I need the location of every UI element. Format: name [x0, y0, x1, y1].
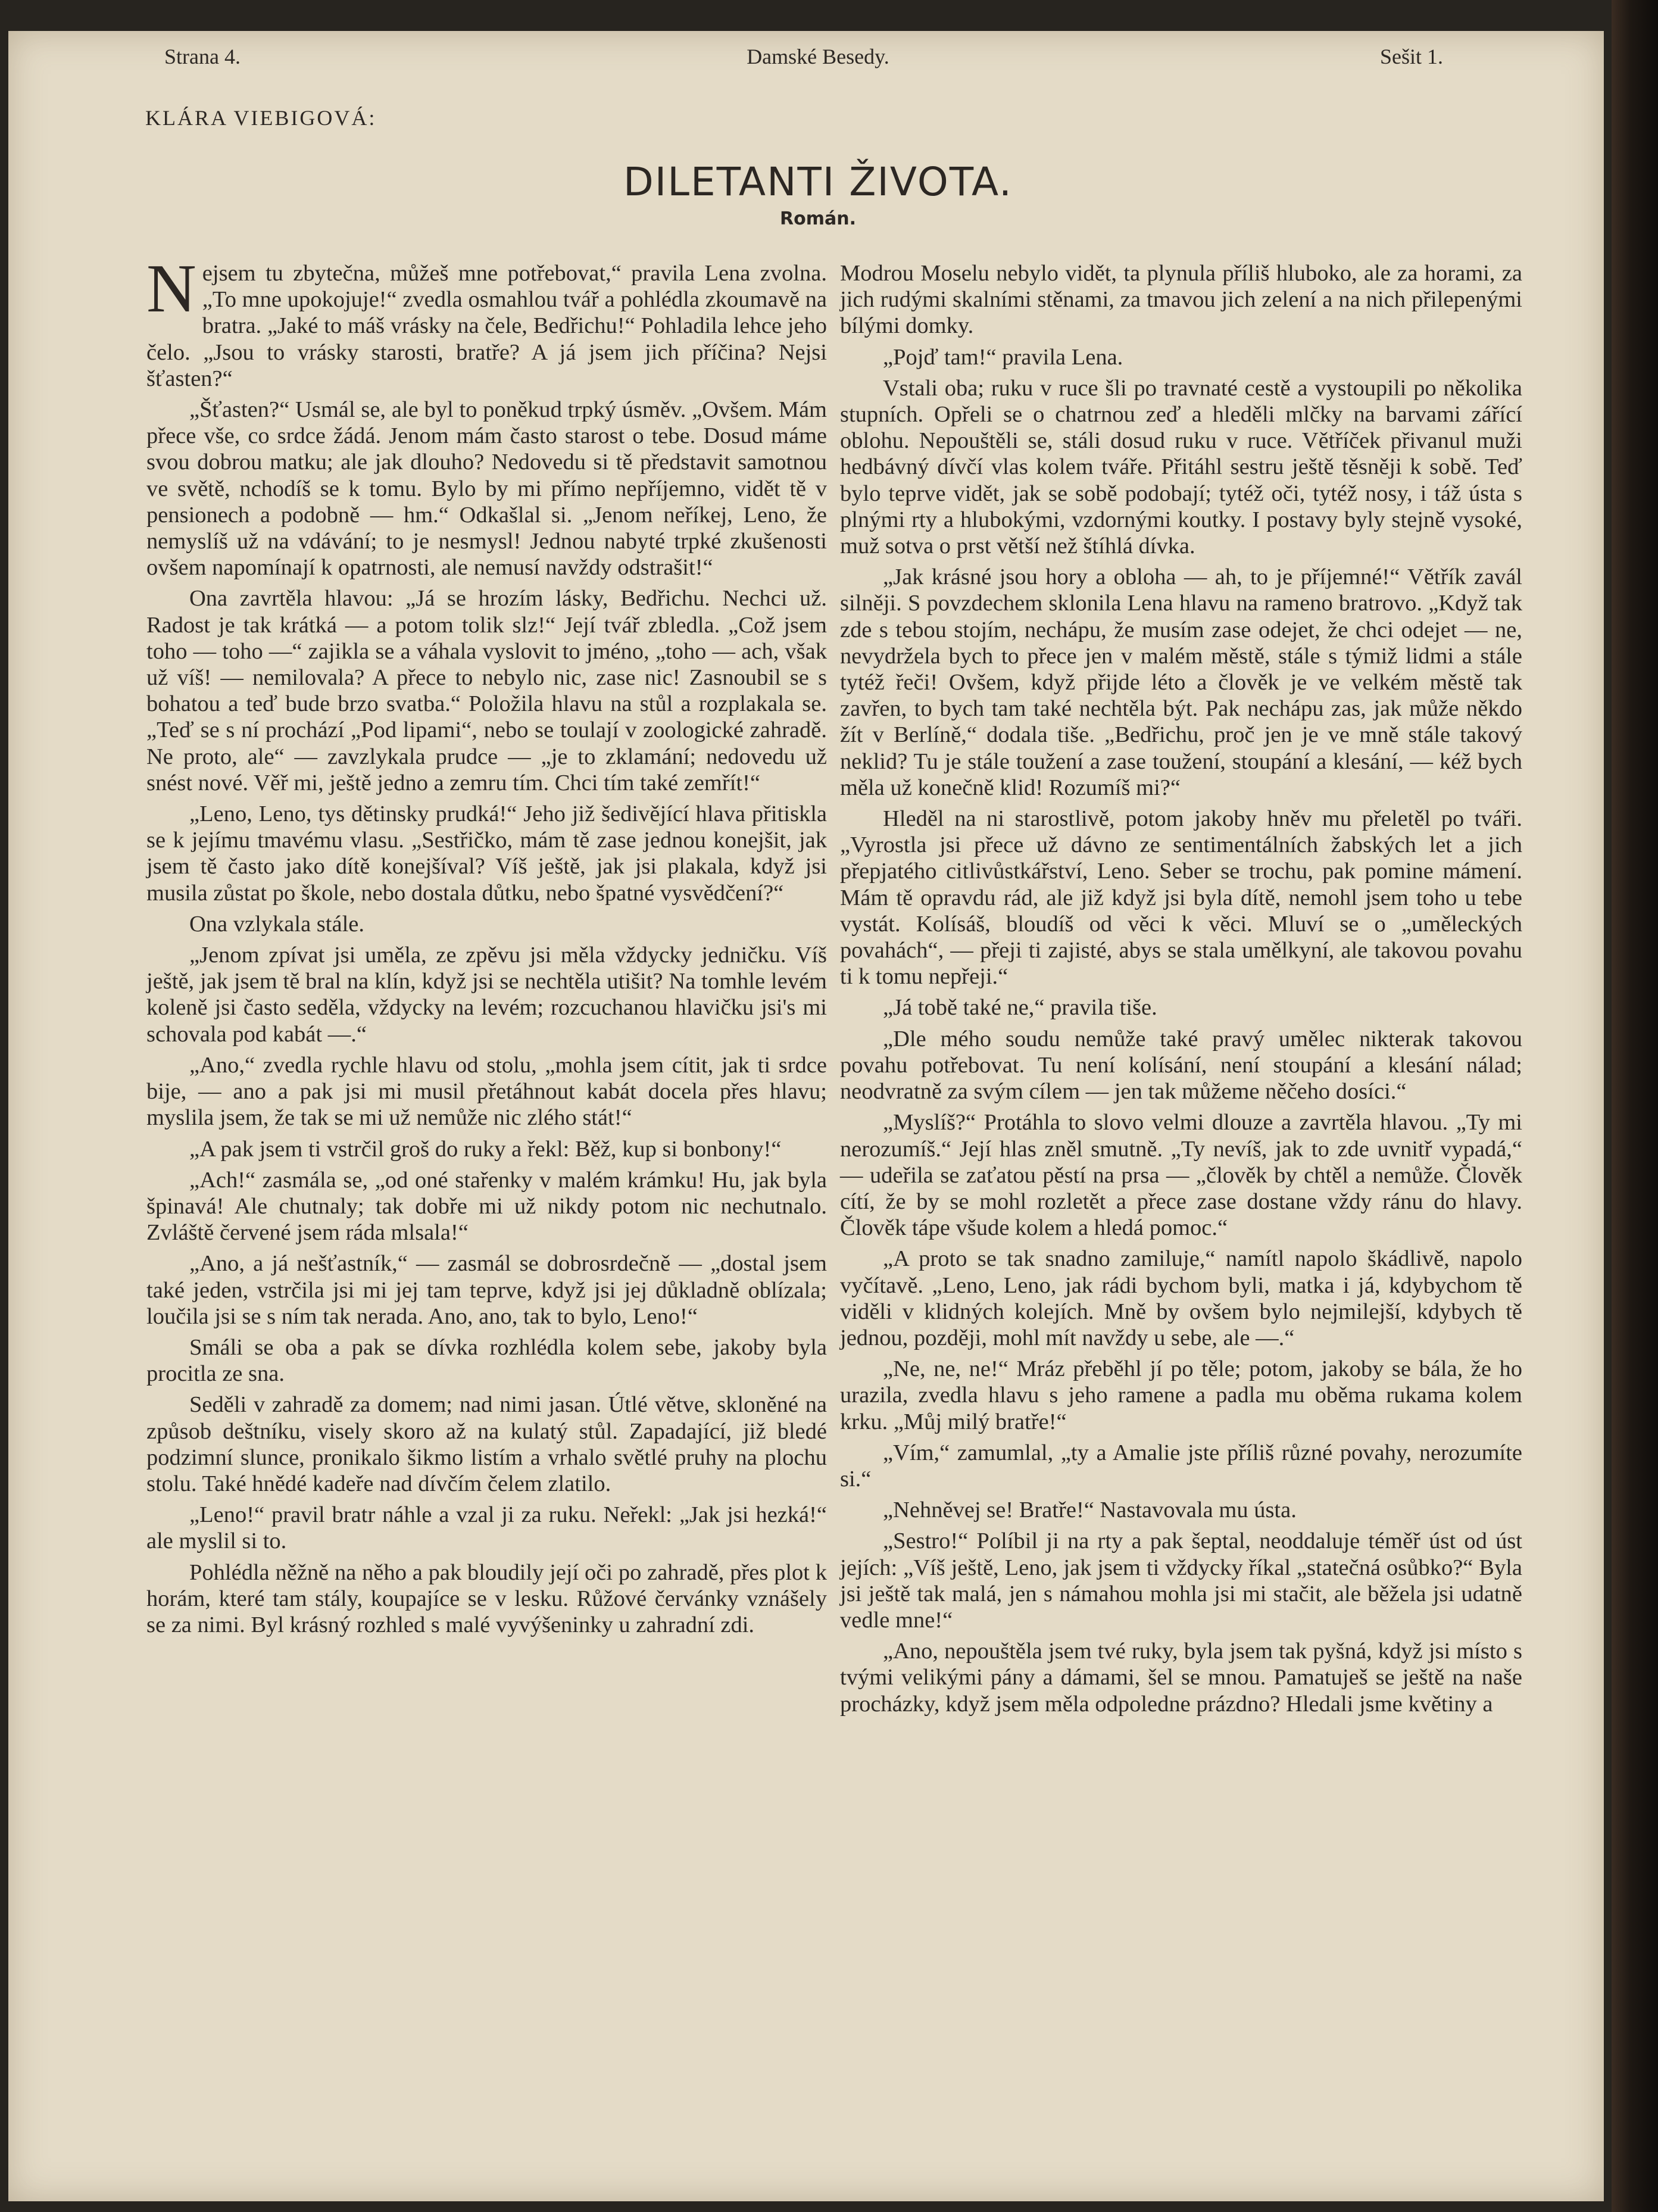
paragraph	[146, 251, 827, 392]
book-binding-edge	[1612, 0, 1658, 2212]
paragraph: Modrou Moselu nebylo vidět, ta plynula příliš hluboko, ale za horami, za jich rudými skalními stěnami, za tmavou jich zelení a na nich přilepenými bílými domky.	[840, 261, 1522, 339]
paragraph: Pohlédla něžně na něho a pak bloudily její oči po zahradě, přes plot k horám, které tam stály, koupajíce se v lesku. Růžové červánky vznášely se za nimi. Byl krásný rozhled s malé vyvýšeninky u zahradní zdi.	[146, 1559, 827, 1637]
paragraph: „Leno, Leno, tys dětinsky prudká!“ Jeho již šedivějící hlava přitiskla se k jejímu tmavému vlasu. „Sestřičko, mám tě zase jednou konejšit, jak jsem tě často jako dítě konejšíval? Víš ještě, jak jsi plakala, když jsi musila zůstat po škole, nebo dostala důtku, nebo špatné vysvědčení?“	[146, 801, 827, 906]
article-title: DILETANTI ŽIVOTA.	[623, 159, 1013, 205]
drop-cap: N	[146, 251, 196, 327]
running-header	[8, 44, 1604, 80]
paragraph: „A proto se tak snadno zamiluje,“ namítl napolo škádlivě, napolo vyčítavě. „Leno, Leno, jak rádi bychom byli, matka i já, kdybychom tě viděli v klidných kolejích. Mně by ovšem bylo nejmilejší, kdybych tě jednou, později, mohl mít navždy u sebe, ale —.“	[840, 1246, 1522, 1350]
paragraph: „Ach!“ zasmála se, „od oné stařenky v malém krámku! Hu, jak byla špinavá! Ale chutnaly; tak dobře mi už nikdy potom nic nechutnalo. Zvláště červené jsem ráda mlsala!“	[146, 1167, 827, 1246]
paragraph: „Já tobě také ne,“ pravila tiše.	[883, 995, 1157, 1021]
paragraph: „Myslíš?“ Protáhla to slovo velmi dlouze a zavrtěla hlavou. „Ty mi nerozumíš.“ Její hlas zněl smutně. „Ty nevíš, jak to zde uvnitř vypadá,“ — udeřila se zaťatou pěstí na prsa — „člověk by chtěl a nemůže. Člověk cítí, že by se mohl rozletět a přece zase dostane vždy ránu do hlavy. Člověk tápe všude kolem a hledá pomoc.“	[840, 1110, 1522, 1241]
paragraph: „Sestro!“ Políbil ji na rty a pak šeptal, neoddaluje téměř úst od úst jejích: „Víš ještě, Leno, jak jsem ti vždycky říkal „statečná osůbko?“ Byla jsi ještě tak malá, jen s námahou mohla jsi mi stačit, ale běžela jsi udatně vedle mne!“	[840, 1528, 1522, 1633]
paragraph: Smáli se oba a pak se dívka rozhlédla kolem sebe, jakoby byla procitla ze sna.	[146, 1334, 827, 1387]
paragraph: „Dle mého soudu nemůže také pravý umělec nikterak takovou povahu potřebovat. Tu není kolísání, není stoupání a klesání nálad; neodvratně za svým cílem — jen tak můžeme něčeho dosíci.“	[840, 1026, 1522, 1105]
text-column-right	[840, 260, 1522, 1722]
paragraph: „Nehněvej se! Bratře!“ Nastavovala mu ústa.	[883, 1497, 1297, 1523]
paragraph: Seděli v zahradě za domem; nad nimi jasan. Útlé větve, skloněné na způsob deštníku, visely skoro až na kulatý stůl. Zapadající, již bledé podzimní slunce, pronikalo šikmo listím a vrhalo světlé pruhy na plochu stolu. Také hnědé kadeře nad dívčím čelem zlatilo.	[146, 1392, 827, 1496]
paragraph: „Ne, ne, ne!“ Mráz přeběhl jí po těle; potom, jakoby se bála, že ho urazila, zvedla hlavu s jeho ramene a padla mu oběma rukama kolem krku. „Můj milý bratře!“	[840, 1356, 1522, 1434]
paragraph: Ona zavrtěla hlavou: „Já se hrozím lásky, Bedřichu. Nechci už. Radost je tak krátká — a potom tolik slz!“ Její tvář zbledla. „Což jsem toho — toho —“ zajikla se a váhala vyslovit to jméno, „toho — ach, však už víš! — nemilovala? A přece to nebylo nic, zase nic! Zasnoubil se s bohatou a teď bude brzo svatba.“ Položila hlavu na stůl a rozplakala se. „Teď se s ní prochází „Pod lipami“, nebo se toulají v zoologické zahradě. Ne proto, ale“ — zavzlykala prudce — „je to zklamání; nedovedu už snést nové. Věř mi, ještě jedno a zemru tím. Chci tím také zemřít!“	[146, 586, 827, 795]
paragraph: „Ano, nepouštěla jsem tvé ruky, byla jsem tak pyšná, když jsi místo s tvými velikými pány a dámami, šel se mnou. Pamatuješ se ještě na naše procházky, když jsem měla odpoledne prázdno? Hledali jsme květiny a	[840, 1639, 1522, 1717]
text-column-left	[146, 251, 827, 1643]
paragraph: Ona vzlykala stále.	[189, 911, 364, 937]
magazine-page	[8, 31, 1604, 2201]
paragraph: „Ano,“ zvedla rychle hlavu od stolu, „mohla jsem cítit, jak ti srdce bije, — ano a pak jsi mi musil přetáhnout kabát docela přes hlavu; myslila jsem, že tak se mi už nemůže nic zlého stát!“	[146, 1052, 827, 1131]
paragraph-text: ejsem tu zbytečna, můžeš mne potřebovat,“ pravila Lena zvolna. „To mne upokojuje!“ zvedla osmahlou tvář a pohlédla zkoumavě na bratra. „Jaké to máš vrásky na čele, Bedřichu!“ Pohladila lehce jeho čelo. „Jsou to vrásky starosti, bratře? A já jsem jich příčina? Nejsi šťasten?“	[146, 261, 827, 391]
paragraph: „Leno!“ pravil bratr náhle a vzal ji za ruku. Neřekl: „Jak jsi hezká!“ ale myslil si to.	[146, 1502, 827, 1554]
paragraph: „Jenom zpívat jsi uměla, ze zpěvu jsi měla vždycky jedničku. Víš ještě, jak jsem tě bral na klín, když jsi se nechtěla utišit? Na tomhle levém koleně jsi často seděla, vždycky na levém; rozcuchanou hlavičku jsi's mi schovala pod kabát —.“	[146, 943, 827, 1047]
article-subtitle: Román.	[780, 208, 856, 229]
page-number: Strana 4.	[164, 45, 241, 68]
paragraph: „Ano, a já nešťastník,“ — zasmál se dobrosrdečně — „dostal jsem také jeden, vstrčila jsi mi jej tam teprve, když jsi jej důkladně oblízala; loučila jsi se s ním tak nerada. Ano, ano, tak to bylo, Leno!“	[146, 1251, 827, 1329]
paragraph: Hleděl na ni starostlivě, potom jakoby hněv mu přeletěl po tváři. „Vyrostla jsi přece už dávno ze sentimentálních žabských let a jich přepjatého citlivůstkářství, Leno. Seber se trochu, pak pomine mámení. Mám tě opravdu rád, ale již když jsi byla dítě, nemohl jsem toho u tebe vystát. Kolísáš, bloudíš od věci k věci. Mluví se o „uměleckých povahách“, — přeji ti zajisté, abys se stala umělkyní, ale takovou povahu ti k tomu nepřeji.“	[840, 806, 1522, 990]
author-name: KLÁRA VIEBIGOVÁ:	[145, 106, 377, 130]
paragraph: „Šťasten?“ Usmál se, ale byl to poněkud trpký úsměv. „Ovšem. Mám přece vše, co srdce žádá. Jenom mám často starost o tebe. Dosud máme svou dobrou matku; ale jak dlouho? Nedovedu si tě představit samotnou ve světě, nchodíš se k tomu. Bylo by mi přímo nepříjemno, vidět tě v pensionech a podobně — hm.“ Odkašlal si. „Jenom neříkej, Leno, že nemyslíš už na vdávání; to je nesmysl! Jednou nabyté trpké zkušenosti ovšem napomínají k opatrnosti, ale nemusí navždy odstrašit!“	[146, 397, 827, 581]
paragraph: „Vím,“ zamumlal, „ty a Amalie jste příliš různé povahy, nerozumíte si.“	[840, 1440, 1522, 1492]
issue-number: Sešit 1.	[1379, 45, 1443, 68]
magazine-name: Damské Besedy.	[747, 45, 889, 68]
paragraph: „A pak jsem ti vstrčil groš do ruky a řekl: Běž, kup si bonbony!“	[189, 1136, 782, 1162]
paragraph: „Pojď tam!“ pravila Lena.	[883, 344, 1123, 370]
paragraph: Vstali oba; ruku v ruce šli po travnaté cestě a vystoupili po několika stupních. Opřeli se o chatrnou zeď a hleděli mlčky na barvami zářící oblohu. Nepouštěli se, stáli dosud ruku v ruce. Větříček přivanul muži hedbávný dívčí vlas kolem tváře. Přitáhl sestru ještě těsněji k sobě. Teď bylo teprve vidět, jak se sobě podobají; tytéž oči, tytéž nosy, i táž ústa s plnými rty a hlubokými, vzdornými koutky. I postavy byly stejně vysoké, muž sotva o prst větší než štíhlá dívka.	[840, 375, 1522, 559]
paragraph: „Jak krásné jsou hory a obloha — ah, to je příjemné!“ Větřík zavál silněji. S povzdechem sklonila Lena hlavu na rameno bratrovo. „Když tak zde s tebou stojím, nechápu, že musím zase odejet, že chci odejet — ne, nevydržela bych to přece jen v malém městě, stále s týmiž lidmi a stále tytéž řeči! Ovšem, když přijde léto a člověk je ve velkém městě tak zavřen, to bych tam také nechtěla být. Pak nechápu zas, jak může někdo žít v Berlíně,“ dodala tiše. „Bedřichu, proč jen je ve mně stále takový neklid? Tu je stále toužení a zase toužení, stoupání a klesání, — kéž bych měla už konečně klid! Rozumíš mi?“	[840, 564, 1522, 800]
